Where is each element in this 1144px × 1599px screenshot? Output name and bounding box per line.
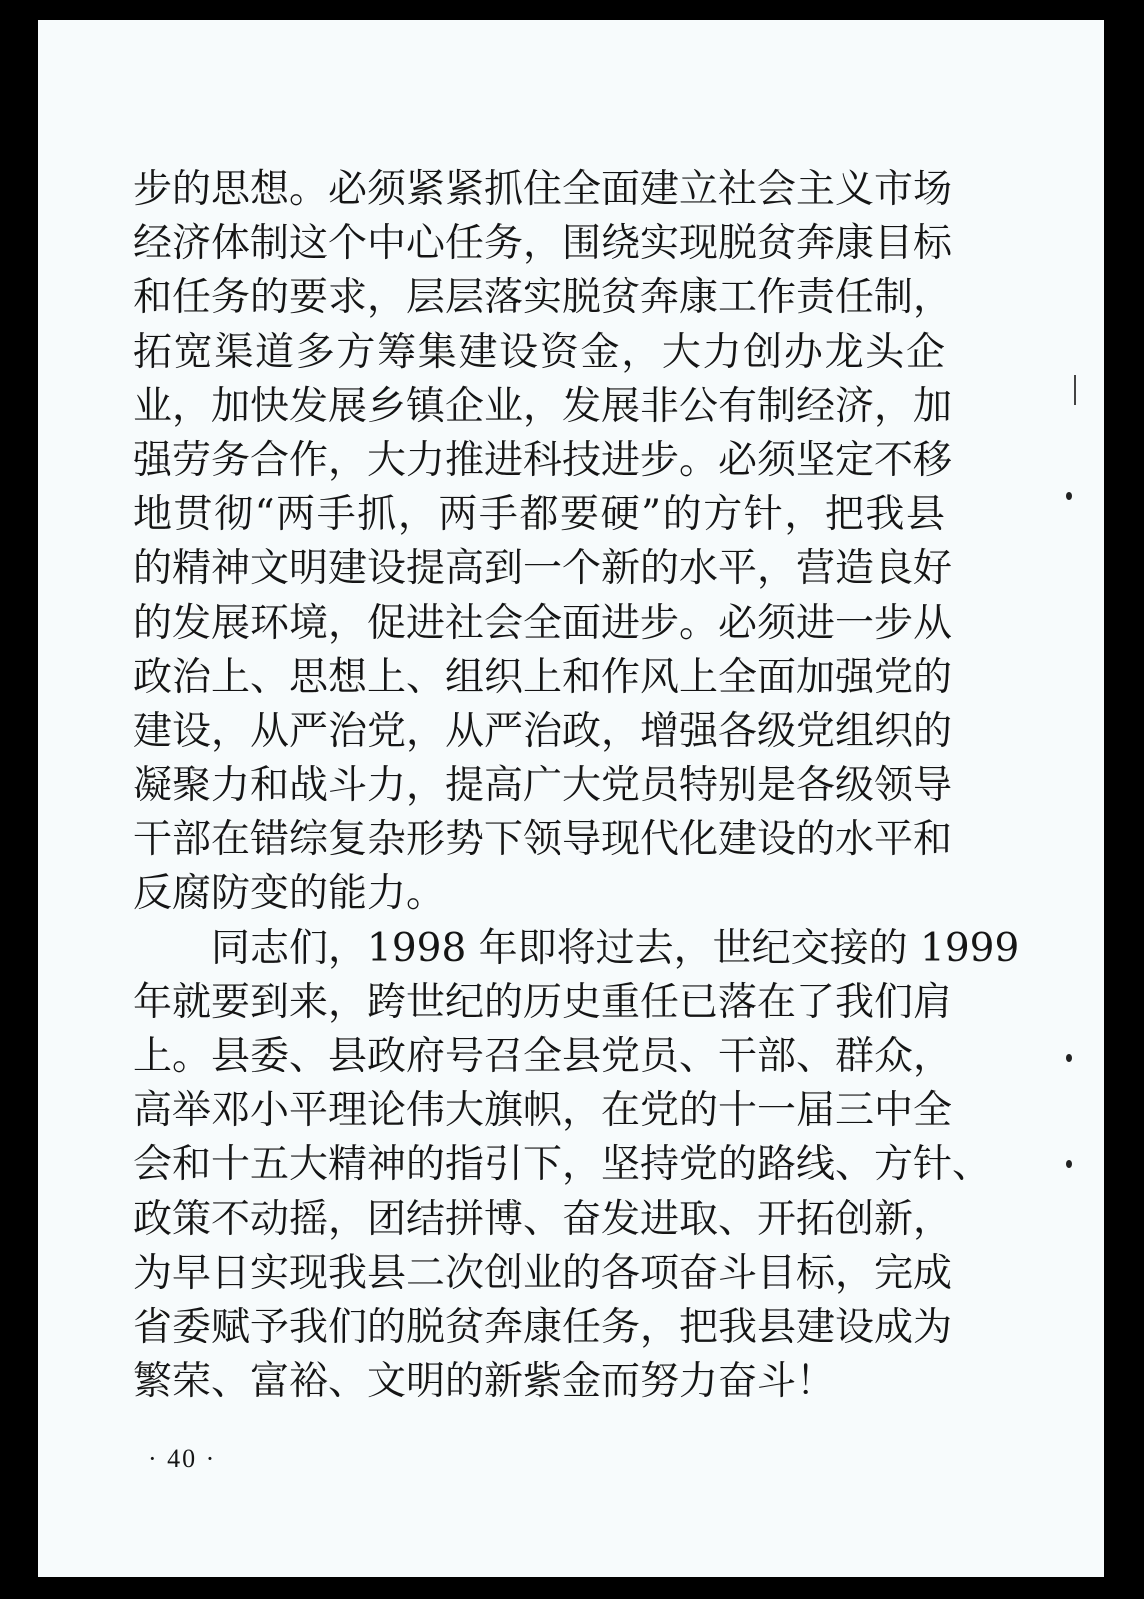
text-line: 省委赋予我们的脱贫奔康任务，把我县建设成为 bbox=[133, 1304, 953, 1350]
scan-speck bbox=[1066, 492, 1072, 500]
document-page bbox=[38, 20, 1104, 1577]
text-line: 上。县委、县政府号召全县党员、干部、群众， bbox=[133, 1034, 953, 1079]
text-line: 凝聚力和战斗力，提高广大党员特别是各级领导 bbox=[133, 763, 953, 809]
paragraph-first-line: 同志们，1998 年即将过去，世纪交接的 1999 bbox=[211, 925, 1020, 971]
text-line: 政策不动摇，团结拼博、奋发进取、开拓创新， bbox=[133, 1196, 953, 1242]
text-line: 的发展环境，促进社会全面进步。必须进一步从 bbox=[133, 600, 953, 646]
scan-speck bbox=[1066, 1054, 1072, 1062]
text-line: 反腐防变的能力。 bbox=[133, 871, 446, 917]
text-line: 为早日实现我县二次创业的各项奋斗目标，完成 bbox=[133, 1250, 953, 1296]
text-line: 拓宽渠道多方筹集建设资金，大力创办龙头企 bbox=[133, 329, 945, 375]
scan-speck bbox=[1066, 1160, 1072, 1168]
text-line: 的精神文明建设提高到一个新的水平，营造良好 bbox=[133, 546, 953, 592]
text-line: 高举邓小平理论伟大旗帜，在党的十一届三中全 bbox=[133, 1088, 953, 1134]
text-line: 繁荣、富裕、文明的新紫金而努力奋斗！ bbox=[133, 1359, 836, 1405]
text-line: 年就要到来，跨世纪的历史重任已落在了我们肩 bbox=[133, 979, 953, 1025]
body-text bbox=[133, 163, 1020, 1409]
text-line: 政治上、思想上、组织上和作风上全面加强党的 bbox=[133, 654, 953, 700]
text-line: 干部在错综复杂形势下领导现代化建设的水平和 bbox=[133, 817, 953, 863]
text-line: 经济体制这个中心任务，围绕实现脱贫奔康目标 bbox=[133, 221, 953, 267]
text-line: 强劳务合作，大力推进科技进步。必须坚定不移 bbox=[133, 437, 953, 483]
text-line: 地贯彻“两手抓，两手都要硬”的方针，把我县 bbox=[133, 492, 945, 538]
text-line: 会和十五大精神的指引下，坚持党的路线、方针、 bbox=[133, 1142, 992, 1188]
page-number: · 40 · bbox=[148, 1444, 217, 1473]
scan-edge-mark bbox=[1074, 375, 1076, 405]
text-line: 建设，从严治党，从严治政，增强各级党组织的 bbox=[133, 708, 953, 754]
text-line: 业，加快发展乡镇企业，发展非公有制经济，加 bbox=[133, 383, 953, 429]
text-line: 和任务的要求，层层落实脱贫奔康工作责任制， bbox=[133, 275, 953, 321]
text-line: 步的思想。必须紧紧抓住全面建立社会主义市场 bbox=[133, 167, 953, 212]
